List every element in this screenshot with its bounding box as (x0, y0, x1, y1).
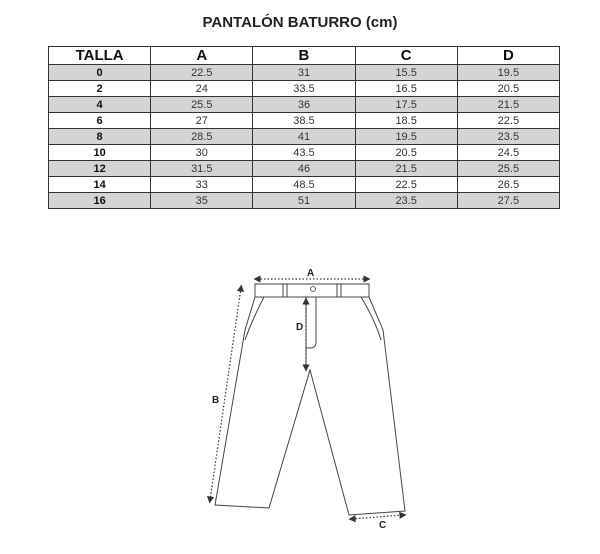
cell-talla: 6 (49, 113, 151, 129)
header-d: D (457, 47, 559, 65)
cell-talla: 0 (49, 65, 151, 81)
cell-d: 26.5 (457, 177, 559, 193)
cell-b: 46 (253, 161, 355, 177)
cell-a: 24 (151, 81, 253, 97)
cell-c: 22.5 (355, 177, 457, 193)
cell-talla: 8 (49, 129, 151, 145)
cell-b: 36 (253, 97, 355, 113)
cell-c: 19.5 (355, 129, 457, 145)
header-a: A (151, 47, 253, 65)
label-d: D (296, 322, 304, 333)
cell-talla: 2 (49, 81, 151, 97)
cell-c: 18.5 (355, 113, 457, 129)
cell-a: 30 (151, 145, 253, 161)
cell-b: 51 (253, 193, 355, 209)
cell-d: 21.5 (457, 97, 559, 113)
cell-a: 33 (151, 177, 253, 193)
pants-outline (215, 284, 405, 515)
cell-a: 22.5 (151, 65, 253, 81)
cell-d: 22.5 (457, 113, 559, 129)
cell-talla: 14 (49, 177, 151, 193)
cell-a: 31.5 (151, 161, 253, 177)
label-a: A (307, 268, 315, 279)
cell-c: 21.5 (355, 161, 457, 177)
cell-talla: 12 (49, 161, 151, 177)
cell-d: 19.5 (457, 65, 559, 81)
header-c: C (355, 47, 457, 65)
header-b: B (253, 47, 355, 65)
cell-b: 41 (253, 129, 355, 145)
cell-b: 33.5 (253, 81, 355, 97)
cell-d: 23.5 (457, 129, 559, 145)
pants-body (215, 297, 405, 515)
cell-c: 23.5 (355, 193, 457, 209)
cell-d: 27.5 (457, 193, 559, 209)
dimension-line-c (352, 515, 403, 519)
cell-c: 15.5 (355, 65, 457, 81)
cell-talla: 10 (49, 145, 151, 161)
cell-talla: 16 (49, 193, 151, 209)
cell-d: 25.5 (457, 161, 559, 177)
cell-b: 48.5 (253, 177, 355, 193)
cell-b: 43.5 (253, 145, 355, 161)
cell-d: 24.5 (457, 145, 559, 161)
cell-c: 20.5 (355, 145, 457, 161)
header-talla: TALLA (49, 47, 151, 65)
cell-a: 28.5 (151, 129, 253, 145)
label-b: B (212, 395, 220, 406)
cell-c: 17.5 (355, 97, 457, 113)
cell-b: 38.5 (253, 113, 355, 129)
cell-a: 27 (151, 113, 253, 129)
cell-b: 31 (253, 65, 355, 81)
label-c: C (379, 520, 387, 531)
cell-a: 35 (151, 193, 253, 209)
page-title: PANTALÓN BATURRO (cm) (202, 14, 398, 31)
cell-c: 16.5 (355, 81, 457, 97)
button-icon (311, 287, 316, 292)
cell-d: 20.5 (457, 81, 559, 97)
cell-talla: 4 (49, 97, 151, 113)
cell-a: 25.5 (151, 97, 253, 113)
